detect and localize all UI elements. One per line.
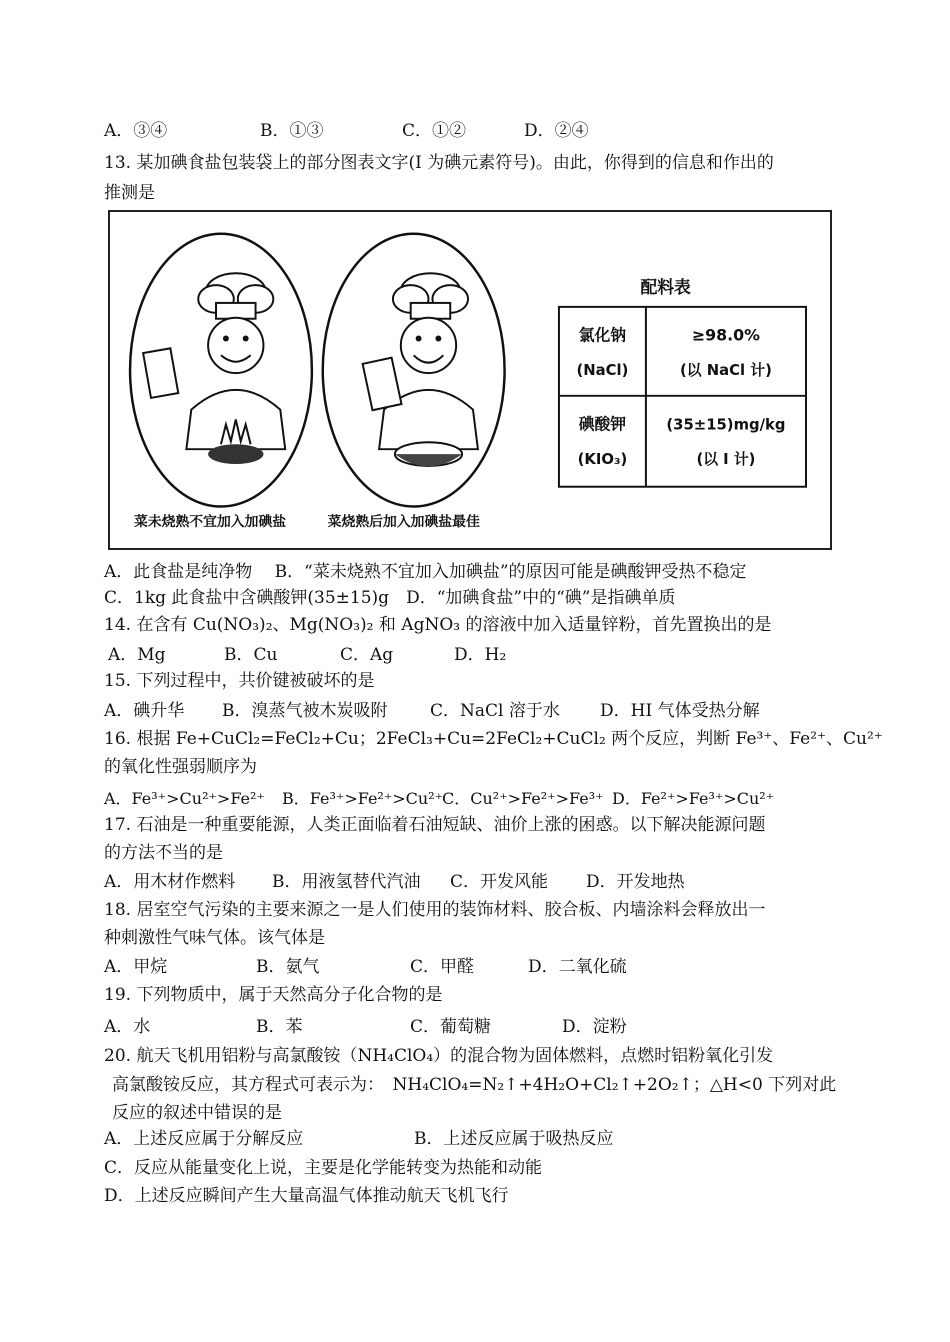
q20-option-d: D．上述反应瞬间产生大量高温气体推动航天飞机飞行: [104, 1186, 509, 1206]
row2-value: (35±15)mg/kg: [666, 416, 786, 434]
q15-stem: 15. 下列过程中，共价键被破坏的是: [104, 671, 375, 691]
q14-option-b: B．Cu: [224, 645, 278, 665]
q16-stem-line1: 16. 根据 Fe+CuCl₂=FeCl₂+Cu；2FeCl₃+Cu=2FeCl₂+CuCl₂ 两个反应，判断 Fe³⁺、Fe²⁺、Cu²⁺: [104, 729, 883, 749]
q12-option-a: A．③④: [104, 121, 168, 141]
row2-formula: (KIO₃): [577, 451, 628, 468]
q13-options-line2: C．1kg 此食盐中含碘酸钾(35±15)g D．“加碘食盐”中的“碘”是指碘单质: [104, 588, 676, 608]
q14-option-d: D．H₂: [454, 645, 507, 665]
salt-label-illustration: [110, 212, 830, 548]
q20-stem-line2: 高氯酸铵反应，其方程式可表示为： NH₄ClO₄=N₂↑+4H₂O+Cl₂↑+2O₂↑；△H<0 下列对此: [112, 1075, 837, 1095]
ingredient-table: [559, 277, 806, 487]
q16-option-d: D．Fe²⁺>Fe³⁺>Cu²⁺: [612, 789, 775, 808]
row1-note: (以 NaCl 计): [680, 362, 772, 380]
q12-option-b: B．①③: [260, 121, 324, 141]
q20-stem-line1: 20. 航天飞机用铝粉与高氯酸铵（NH₄ClO₄）的混合物为固体燃料，点燃时铝粉氧化引发: [104, 1046, 774, 1066]
q15-option-b: B．溴蒸气被木炭吸附: [222, 701, 388, 721]
q17-option-a: A．用木材作燃料: [104, 872, 236, 892]
q16-option-a: A．Fe³⁺>Cu²⁺>Fe²⁺: [104, 789, 265, 808]
table-title: 配料表: [640, 277, 691, 298]
salt-label-figure: [108, 210, 832, 550]
q18-stem-line2: 种刺激性气味气体。该气体是: [104, 928, 325, 948]
q18-stem-line1: 18. 居室空气污染的主要来源之一是人们使用的装饰材料、胶合板、内墙涂料会释放出一: [104, 900, 766, 920]
q16-option-c: C．Cu²⁺>Fe²⁺>Fe³⁺: [442, 789, 604, 808]
q15-option-a: A．碘升华: [104, 701, 185, 721]
q17-stem-line2: 的方法不当的是: [104, 843, 223, 863]
q12-option-c: C．①②: [402, 121, 467, 141]
q12-option-d: D．②④: [524, 121, 589, 141]
row1-formula: (NaCl): [576, 362, 629, 380]
q14-stem: 14. 在含有 Cu(NO₃)₂、Mg(NO₃)₂ 和 AgNO₃ 的溶液中加入适量锌粉，首先置换出的是: [104, 615, 772, 635]
q15-option-d: D．HI 气体受热分解: [600, 701, 760, 721]
q13-stem-line2: 推测是: [104, 183, 155, 203]
row1-name: 氯化钠: [578, 325, 627, 345]
caption-left: 菜未烧熟不宜加入加碘盐: [134, 514, 287, 531]
q17-option-b: B．用液氢替代汽油: [272, 872, 421, 892]
q17-option-c: C．开发风能: [450, 872, 549, 892]
q18-option-d: D．二氧化硫: [528, 957, 627, 977]
q15-option-c: C．NaCl 溶于水: [430, 701, 560, 721]
row2-note: (以 I 计): [696, 451, 756, 468]
q19-stem: 19. 下列物质中，属于天然高分子化合物的是: [104, 985, 443, 1005]
q19-option-d: D．淀粉: [562, 1017, 627, 1037]
q16-stem-line2: 的氧化性强弱顺序为: [104, 757, 257, 777]
q16-option-b: B．Fe³⁺>Fe²⁺>Cu²⁺: [282, 789, 444, 808]
q17-stem-line1: 17. 石油是一种重要能源，人类正面临着石油短缺、油价上涨的困惑。以下解决能源问题: [104, 815, 766, 835]
q20-option-a: A．上述反应属于分解反应: [104, 1129, 304, 1149]
q18-option-a: A．甲烷: [104, 957, 168, 977]
row1-value: ≥98.0%: [691, 325, 760, 345]
q18-option-c: C．甲醛: [410, 957, 475, 977]
q20-stem-line3: 反应的叙述中错误的是: [112, 1103, 282, 1123]
q14-option-c: C．Ag: [340, 645, 394, 665]
chef-left-illustration: [130, 234, 312, 507]
q14-option-a: A．Mg: [108, 645, 166, 665]
q20-option-c: C．反应从能量变化上说，主要是化学能转变为热能和动能: [104, 1158, 543, 1178]
q19-option-a: A．水: [104, 1017, 151, 1037]
q19-option-b: B．苯: [256, 1017, 303, 1037]
q17-option-d: D．开发地热: [586, 872, 685, 892]
caption-right: 菜烧熟后加入加碘盐最佳: [327, 514, 480, 531]
chef-right-illustration: [323, 234, 505, 507]
q19-option-c: C．葡萄糖: [410, 1017, 492, 1037]
q13-options-line1: A．此食盐是纯净物 B．“菜未烧熟不宜加入加碘盐”的原因可能是碘酸钾受热不稳定: [104, 562, 747, 582]
q18-option-b: B．氨气: [256, 957, 320, 977]
row2-name: 碘酸钾: [578, 414, 627, 434]
q20-option-b: B．上述反应属于吸热反应: [414, 1129, 614, 1149]
q13-stem-line1: 13. 某加碘食盐包装袋上的部分图表文字(I 为碘元素符号)。由此，你得到的信息和作出的: [104, 153, 774, 173]
